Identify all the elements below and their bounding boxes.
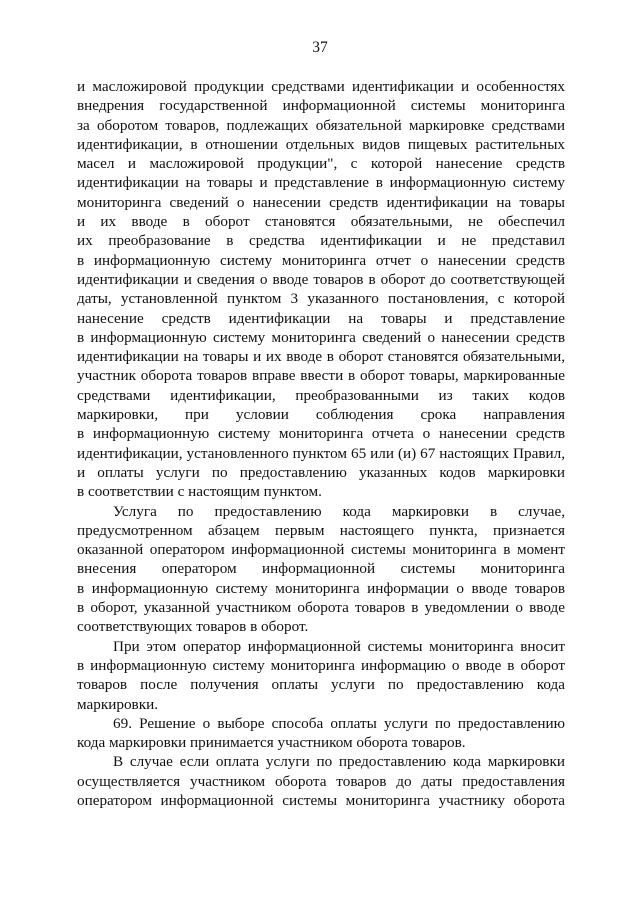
paragraph-p4 [77,714,565,753]
text-line: идентификации, установленного пунктом 65 или (и) 67 настоящих Правил, [77,444,565,462]
text-line: идентификации на товары и представление в информационную систему [77,174,565,192]
paragraph-p1 [77,77,565,502]
text-line: маркировки. [77,695,159,713]
text-line: идентификации и сведения о вводе товаров в оборот до соответствующей [77,270,565,288]
text-line: в оборот, указанной участником оборота товаров в уведомлении о вводе [77,599,565,617]
text-line: масел и масложировой продукции", с которой нанесение средств [77,155,565,173]
page-number: 37 [312,39,328,56]
paragraph-p3 [77,637,565,714]
paragraph-p5 [77,752,565,810]
text-line: мониторинга сведений о нанесении средств идентификации на товары [77,193,565,211]
text-line: в соответствии с настоящим пунктом. [77,483,322,501]
text-line: в информационную систему мониторинга информации о вводе товаров [77,579,565,597]
text-line: нанесение средств идентификации на товары и представление [77,309,565,327]
text-line: При этом оператор информационной системы мониторинга вносит [113,637,565,655]
text-line: идентификации, в отношении отдельных видов пищевых растительных [77,135,565,153]
text-line: соответствующих товаров в оборот. [77,618,309,636]
text-line: предусмотренном абзацем первым настоящего пункта, признается [77,521,565,539]
text-line: внесения оператором информационной системы мониторинга [77,560,565,578]
text-line: их преобразование в средства идентификации и не представил [77,232,565,250]
text-line: в информационную систему мониторинга сведений о нанесении средств [77,328,565,346]
text-line: и оплаты услуги по предоставлению указанных кодов маркировки [77,463,565,481]
text-line: участник оборота товаров вправе ввести в оборот товары, маркированные [77,367,565,385]
text-line: и их вводе в оборот становятся обязательными, не обеспечил [77,213,565,231]
text-line: В случае если оплата услуги по предоставлению кода маркировки [113,753,565,771]
text-line: оператором информационной системы мониторинга участнику оборота [77,791,565,809]
text-line: Услуга по предоставлению кода маркировки в случае, [113,502,565,520]
text-line: 69. Решение о выборе способа оплаты услуги по предоставлению [113,714,565,732]
text-line: за оборотом товаров, подлежащих обязательной маркировке средствами [77,116,565,134]
text-line: в информационную систему мониторинга отчета о нанесении средств [77,425,565,443]
text-line: внедрения государственной информационной системы мониторинга [77,97,565,115]
text-line: оказанной оператором информационной системы мониторинга в момент [77,541,565,559]
text-line: кода маркировки принимается участником оборота товаров. [77,734,466,752]
text-line: и масложировой продукции средствами идентификации и особенностях [77,78,565,95]
text-line: товаров после получения оплаты услуги по предоставлению кода [77,676,565,694]
paragraph-p2 [77,502,565,637]
text-line: идентификации на товары и их вводе в оборот становятся обязательными, [77,348,565,366]
text-line: в информационную систему мониторинга информацию о вводе в оборот [77,656,565,674]
text-line: в информационную систему мониторинга отчет о нанесении средств [77,251,565,269]
text-line: даты, установленной пунктом 3 указанного постановления, с которой [77,290,565,308]
text-line: маркировки, при условии соблюдения срока направления [77,406,565,424]
text-line: осуществляется участником оборота товаров до даты предоставления [77,772,565,790]
document-body [77,77,565,810]
text-line: средствами идентификации, преобразованными из таких кодов [77,386,565,404]
